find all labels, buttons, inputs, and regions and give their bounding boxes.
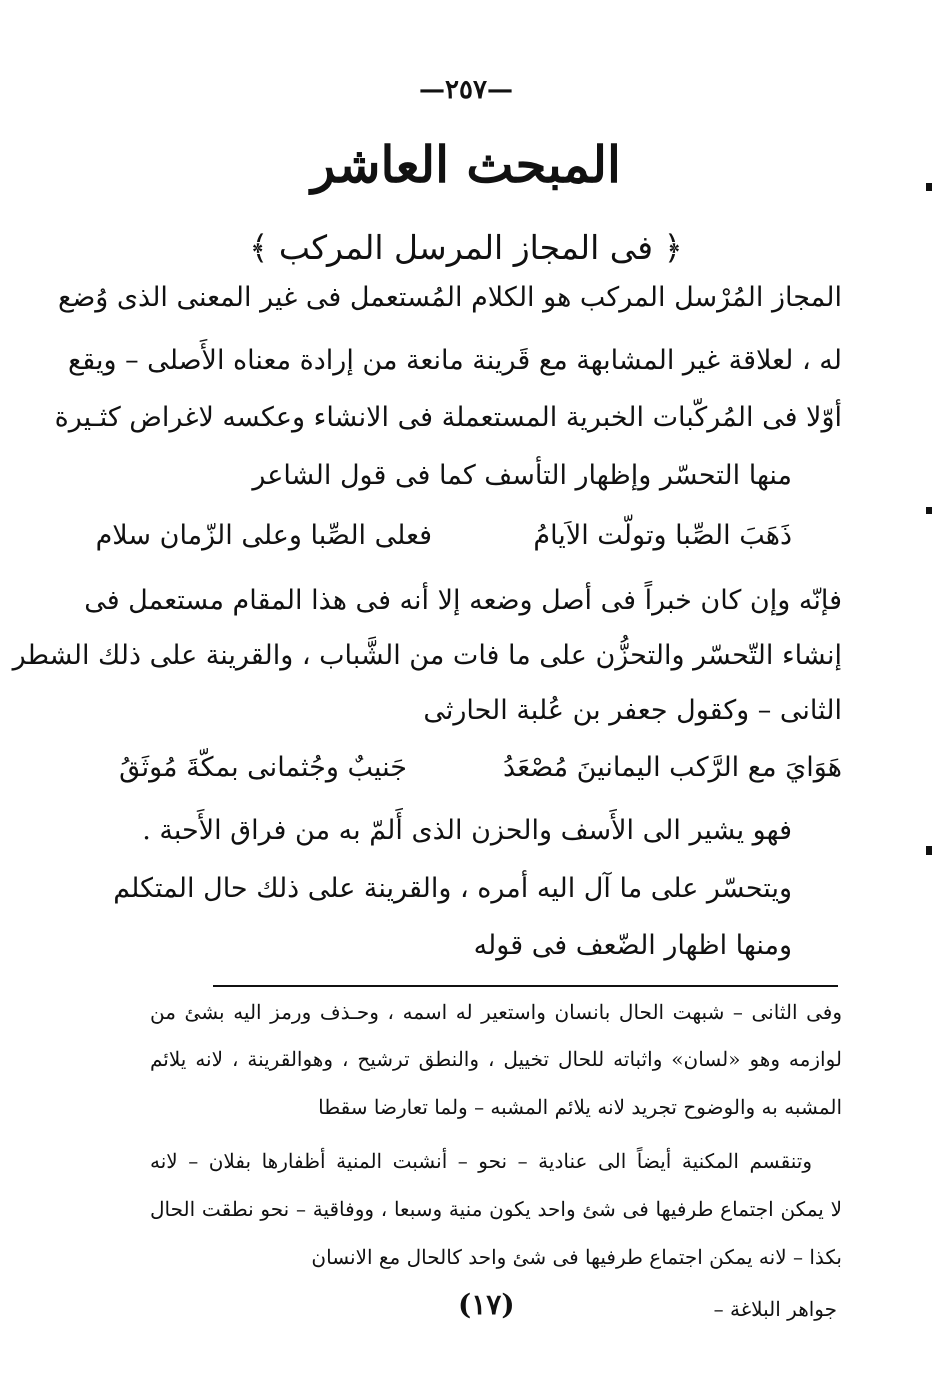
footnote-line-3: المشبه به والوضوح تجريد لانه يلائم المشبه – ولما تعارضا سقطا (318, 1095, 842, 1119)
footnote-line-4: وتنقسم المكنية أيضاً الى عنادية – نحو – أنشبت المنية أظفارها بفلان – لانه (150, 1149, 812, 1173)
footnote-line-5: لا يمكن اجتماع طرفيها فى شئ واحد يكون منية وسبعا ، ووفاقية – نحو نطقت الحال (150, 1197, 842, 1221)
body3-line-1: فهو يشير الى الأَسف والحزن الذى أَلمّ به من فراق الأَحبة . (142, 815, 792, 846)
verse-2-second-hemistich: جَنيبٌ وجُثمانى بمكّةَ مُوثَقُ (119, 752, 407, 783)
verse-1-first-hemistich: ذَهَبَ الصِّبا وتولّت الاَيامُ (533, 520, 792, 551)
body-line-3: أوّلا فى المُركّبات الخبرية المستعملة فى الانشاء وعكسه لاغراض كثـيرة (54, 402, 842, 433)
scan-edge-mark (926, 846, 932, 855)
signature-mark: (١٧) (458, 1288, 515, 1321)
verse-2-first-hemistich: هَوَايَ مع الرَّكب اليمانينَ مُصْعَدُ (503, 752, 842, 783)
scan-edge-mark (926, 183, 932, 191)
footnote-divider (213, 985, 838, 987)
body3-line-2: ويتحسّر على ما آل اليه أمره ، والقرينة على ذلك حال المتكلم (113, 873, 792, 904)
body2-line-3: الثانى – وكقول جعفر بن عُلبة الحارثى (423, 695, 842, 726)
footnote-line-6: بكذا – لانه يمكن اجتماع طرفيها فى شئ واحد كالحال مع الانسان (311, 1245, 842, 1269)
body-line-2: له ، لعلاقة غير المشابهة مع قَرينة مانعة من إرادة معناه الأَصلى – ويقع (67, 345, 842, 376)
footnote-line-2: لوازمه وهو «لسان» واثباته للحال تخييل ، والنطق ترشيح ، وهوالقرينة ، لانه يلائم (150, 1047, 842, 1071)
body-line-4: منها التحسّر وإظهار التأسف كما فى قول الشاعر (252, 460, 792, 491)
section-title: المبحث العاشر (311, 135, 621, 194)
body2-line-2: إنشاء التّحسّر والتحزُّن على ما فات من الشَّباب ، والقرينة على ذلك الشطر (12, 640, 842, 671)
page-number: —٢٥٧— (419, 75, 513, 105)
footnote-line-1: وفى الثانى – شبهت الحال بانسان واستعير له اسمه ، وحـذف ورمز اليه بشئ من (150, 1000, 842, 1024)
section-subtitle: ﴿ فى المجاز المرسل المركب ﴾ (249, 228, 683, 267)
body3-line-3: ومنها اظهار الضّعف فى قوله (473, 930, 792, 961)
verse-1-second-hemistich: فعلى الصِّبا وعلى الزّمان سلام (95, 520, 432, 551)
body2-line-1: فإنّه وإن كان خبراً فى أصل وضعه إلا أنه فى هذا المقام مستعمل فى (84, 585, 842, 616)
book-title-footer: جواهر البلاغة – (713, 1297, 837, 1321)
scan-edge-mark (926, 507, 932, 514)
body-line-1: المجاز المُرْسل المركب هو الكلام المُستعمل فى غير المعنى الذى وُضع (57, 282, 842, 313)
